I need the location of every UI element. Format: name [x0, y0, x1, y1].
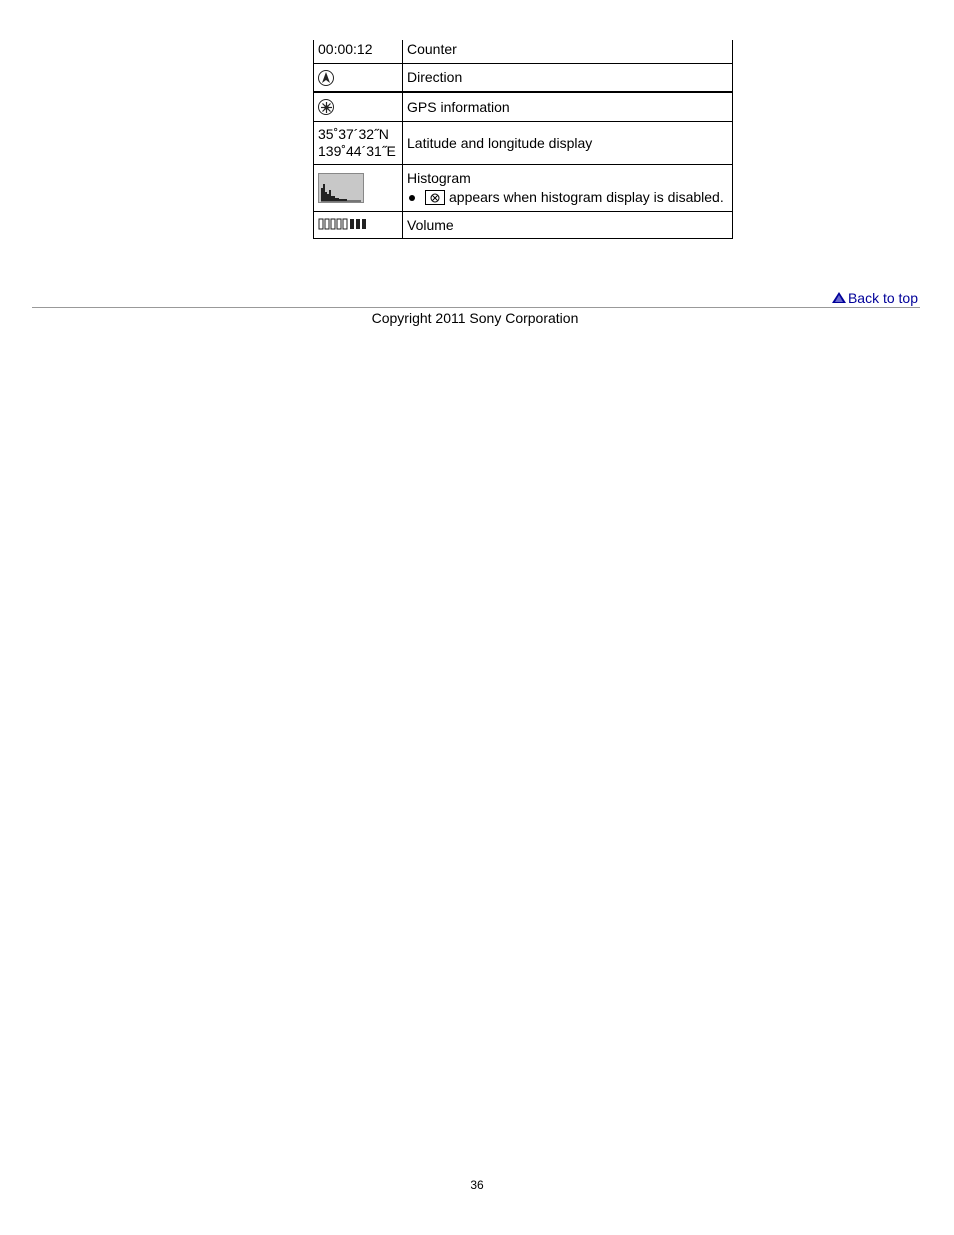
histogram-thumbnail — [318, 173, 364, 203]
page-number: 36 — [470, 1178, 484, 1192]
histogram-disabled-icon — [425, 190, 445, 205]
lat-long-label: Latitude and longitude display — [407, 134, 593, 151]
histogram-note-text: appears when histogram display is disabled. — [449, 189, 724, 205]
up-arrow-icon — [832, 290, 846, 306]
copyright-text: Copyright 2011 Sony Corporation — [371, 310, 579, 326]
footer-divider — [32, 307, 920, 308]
volume-label: Volume — [407, 216, 454, 233]
gps-icon — [318, 99, 334, 115]
table-row — [314, 164, 732, 211]
direction-compass-icon — [318, 70, 334, 86]
latitude-value: 35˚37´32˝N — [318, 126, 389, 142]
table-row — [314, 211, 732, 238]
table-row — [314, 63, 732, 92]
longitude-value: 139˚44´31˝E — [318, 143, 396, 159]
histogram-label: Histogram — [407, 170, 471, 186]
back-to-top-label: Back to top — [847, 290, 918, 306]
table-row — [314, 121, 732, 164]
counter-label: Counter — [407, 41, 457, 57]
display-indicators-table — [313, 40, 733, 239]
bullet-icon — [409, 195, 415, 201]
gps-label: GPS information — [407, 98, 510, 115]
counter-value: 00:00:12 — [314, 40, 403, 63]
direction-label: Direction — [407, 69, 463, 85]
table-row — [314, 92, 732, 121]
back-to-top-link[interactable] — [832, 290, 918, 306]
volume-meter-icon — [318, 217, 372, 234]
table-row — [314, 40, 732, 63]
histogram-note — [407, 189, 728, 206]
